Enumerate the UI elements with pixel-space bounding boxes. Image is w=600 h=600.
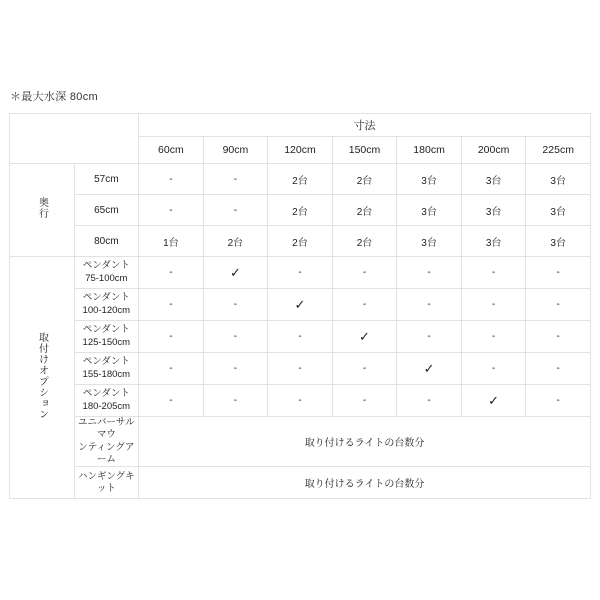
cell-65cm-200cm: 3台	[461, 195, 526, 226]
cell-65cm-60cm: -	[139, 195, 204, 226]
cell-p180-120cm: -	[268, 385, 333, 417]
table-row	[10, 321, 591, 353]
cell-p100-60cm: -	[139, 289, 204, 321]
table-row	[10, 467, 591, 499]
cell-65cm-90cm: -	[203, 195, 268, 226]
cell-80cm-90cm: 2台	[203, 226, 268, 257]
cell-57cm-200cm: 3台	[461, 164, 526, 195]
column-header-180cm: 180cm	[397, 137, 462, 164]
row-label-pendant-125-150: ペンダント 125-150cm	[74, 321, 139, 353]
table-header-top-row	[10, 114, 591, 137]
cell-p180-60cm: -	[139, 385, 204, 417]
cell-p180-90cm: -	[203, 385, 268, 417]
cell-p155-60cm: -	[139, 353, 204, 385]
cell-p75-180cm: -	[397, 257, 462, 289]
cell-p100-200cm: -	[461, 289, 526, 321]
cell-65cm-120cm: 2台	[268, 195, 333, 226]
row-label-hanging-kit: ハンギングキット	[74, 467, 139, 499]
table-row	[10, 417, 591, 467]
cell-p180-180cm: -	[397, 385, 462, 417]
table-body	[10, 114, 591, 499]
cell-p125-90cm: -	[203, 321, 268, 353]
row-label-pendant-155-180: ペンダント 155-180cm	[74, 353, 139, 385]
cell-p155-120cm: -	[268, 353, 333, 385]
table-row	[10, 353, 591, 385]
cell-57cm-120cm: 2台	[268, 164, 333, 195]
row-group-options	[10, 257, 75, 499]
cell-p155-90cm: -	[203, 353, 268, 385]
row-label-65cm: 65cm	[74, 195, 139, 226]
cell-65cm-150cm: 2台	[332, 195, 397, 226]
cell-57cm-180cm: 3台	[397, 164, 462, 195]
cell-57cm-90cm: -	[203, 164, 268, 195]
column-header-90cm: 90cm	[203, 137, 268, 164]
dimension-header: 寸法	[139, 114, 591, 137]
cell-p100-225cm: -	[526, 289, 591, 321]
row-label-universal-mounting-arm: ユニバーサルマウ ンティングアーム	[74, 417, 139, 467]
column-header-225cm: 225cm	[526, 137, 591, 164]
row-group-depth	[10, 164, 75, 257]
cell-p100-180cm: -	[397, 289, 462, 321]
cell-80cm-150cm: 2台	[332, 226, 397, 257]
header-corner-cell	[10, 114, 139, 164]
cell-p100-90cm: -	[203, 289, 268, 321]
cell-p125-120cm: -	[268, 321, 333, 353]
row-group-options-label: 取付けオプション	[36, 331, 48, 420]
cell-80cm-200cm: 3台	[461, 226, 526, 257]
cell-p75-60cm: -	[139, 257, 204, 289]
cell-80cm-225cm: 3台	[526, 226, 591, 257]
cell-p155-200cm: -	[461, 353, 526, 385]
table-row	[10, 226, 591, 257]
table-row	[10, 289, 591, 321]
cell-65cm-225cm: 3台	[526, 195, 591, 226]
cell-p100-120cm: ✓	[268, 289, 333, 321]
cell-p125-180cm: -	[397, 321, 462, 353]
cell-p155-225cm: -	[526, 353, 591, 385]
table-row	[10, 195, 591, 226]
cell-p75-120cm: -	[268, 257, 333, 289]
cell-p75-90cm: ✓	[203, 257, 268, 289]
row-group-depth-label: 奥行	[36, 197, 48, 220]
column-header-200cm: 200cm	[461, 137, 526, 164]
cell-p125-200cm: -	[461, 321, 526, 353]
cell-p125-60cm: -	[139, 321, 204, 353]
table-row	[10, 164, 591, 195]
cell-p180-150cm: -	[332, 385, 397, 417]
cell-p125-225cm: -	[526, 321, 591, 353]
cell-p75-200cm: -	[461, 257, 526, 289]
table-row	[10, 257, 591, 289]
cell-p180-200cm: ✓	[461, 385, 526, 417]
cell-p100-150cm: -	[332, 289, 397, 321]
cell-57cm-150cm: 2台	[332, 164, 397, 195]
cell-p75-150cm: -	[332, 257, 397, 289]
cell-80cm-120cm: 2台	[268, 226, 333, 257]
cell-universal-mounting-arm-note: 取り付けるライトの台数分	[139, 417, 591, 467]
cell-p125-150cm: ✓	[332, 321, 397, 353]
row-label-pendant-100-120: ペンダント 100-120cm	[74, 289, 139, 321]
cell-65cm-180cm: 3台	[397, 195, 462, 226]
row-label-57cm: 57cm	[74, 164, 139, 195]
row-label-pendant-75-100: ペンダント 75-100cm	[74, 257, 139, 289]
cell-80cm-60cm: 1台	[139, 226, 204, 257]
cell-80cm-180cm: 3台	[397, 226, 462, 257]
cell-57cm-225cm: 3台	[526, 164, 591, 195]
column-header-60cm: 60cm	[139, 137, 204, 164]
row-label-pendant-180-205: ペンダント 180-205cm	[74, 385, 139, 417]
cell-p155-150cm: -	[332, 353, 397, 385]
cell-hanging-kit-note: 取り付けるライトの台数分	[139, 467, 591, 499]
specification-table	[9, 113, 591, 499]
table-row	[10, 385, 591, 417]
max-depth-note: ＊最大水深 80cm	[10, 91, 98, 103]
cell-p75-225cm: -	[526, 257, 591, 289]
column-header-120cm: 120cm	[268, 137, 333, 164]
row-label-80cm: 80cm	[74, 226, 139, 257]
cell-p180-225cm: -	[526, 385, 591, 417]
cell-p155-180cm: ✓	[397, 353, 462, 385]
column-header-150cm: 150cm	[332, 137, 397, 164]
cell-57cm-60cm: -	[139, 164, 204, 195]
